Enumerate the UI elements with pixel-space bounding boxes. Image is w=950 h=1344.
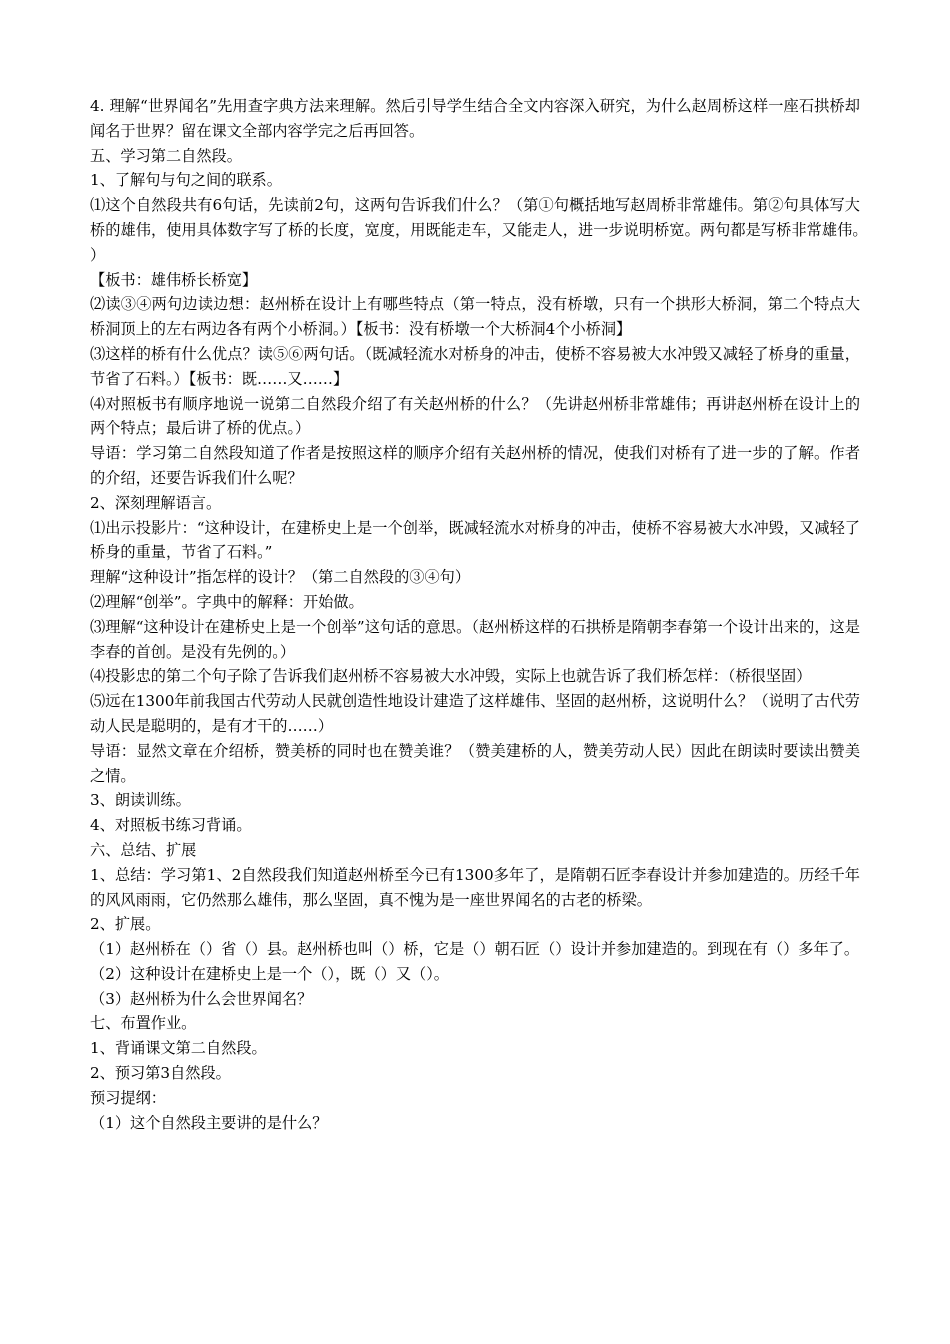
paragraph-item-3: ⑶这样的桥有什么优点？读⑤⑥两句话。（既减轻流水对桥身的冲击，使桥不容易被大水冲毁又减轻了桥身的重量，节省了石料。）【板书：既……又……】 bbox=[90, 344, 860, 388]
paragraph-ancient-people: ⑸远在1300年前我国古代劳动人民就创造性地设计建造了这样雄伟、坚固的赵州桥，这说明什么？（说明了古代劳动人民是聪明的，是有才干的……） bbox=[90, 692, 860, 735]
section-heading-five: 五、学习第二自然段。 bbox=[90, 146, 242, 165]
subheading-extension: 2、扩展。 bbox=[90, 915, 161, 934]
paragraph-design-meaning: 理解“这种设计”指怎样的设计？（第二自然段的③④句） bbox=[90, 568, 471, 587]
section-heading-seven: 七、布置作业。 bbox=[90, 1014, 197, 1033]
homework-item-1: 1、背诵课文第二自然段。 bbox=[90, 1039, 267, 1058]
paragraph-item-4: ⑷对照板书有顺序地说一说第二自然段介绍了有关赵州桥的什么？（先讲赵州桥非常雄伟；再讲赵州桥在设计上的两个特点；最后讲了桥的优点。） bbox=[90, 394, 860, 438]
blackboard-note-1: 【板书：雄伟桥长桥宽】 bbox=[90, 270, 258, 289]
guide-text-2: 导语：显然文章在介绍桥，赞美桥的同时也在赞美谁？（赞美建桥的人，赞美劳动人民）因此在朗读时要读出赞美之情。 bbox=[90, 741, 860, 785]
document-body bbox=[90, 94, 860, 1135]
paragraph-projection-2: ⑷投影忠的第二个句子除了告诉我们赵州桥不容易被大水冲毁，实际上也就告诉了我们桥怎样：（桥很坚固） bbox=[90, 667, 812, 686]
preview-outline-item-1: （1）这个自然段主要讲的是什么？ bbox=[90, 1113, 328, 1132]
subheading-language-understanding: 2、深刻理解语言。 bbox=[90, 493, 222, 512]
paragraph-innovation-meaning: ⑶理解“这种设计在建桥史上是一个创举”这句话的意思。（赵州桥这样的石拱桥是隋朝李春第一个设计出来的，这是李春的首创。是没有先例的。） bbox=[90, 617, 860, 661]
paragraph-projection-1: ⑴出示投影片：“这种设计，在建桥史上是一个创举，既减轻流水对桥身的冲击，使桥不容易被大水冲毁，又减轻了桥身的重量，节省了石料。” bbox=[90, 518, 860, 562]
paragraph-item-1: ⑴这个自然段共有6句话，先读前2句，这两句告诉我们什么？（第①句概括地写赵周桥非常雄伟。第②句具体写大桥的雄伟，使用具体数字写了桥的长度，宽度，用既能走车，又能走人，进一步说明桥宽。两句都是写桥非常雄伟。） bbox=[90, 196, 860, 264]
subheading-sentence-relations: 1、了解句与句之间的联系。 bbox=[90, 171, 282, 190]
homework-item-2: 2、预习第3自然段。 bbox=[90, 1064, 231, 1083]
paragraph-item-2: ⑵读③④两句边读边想：赵州桥在设计上有哪些特点（第一特点，没有桥墩，只有一个拱形大桥洞，第二个特点大桥洞顶上的左右两边各有两个小桥洞。）【板书：没有桥墩一个大桥洞4个小桥洞】 bbox=[90, 295, 860, 339]
paragraph-understand-world-famous: 4. 理解“世界闻名”先用查字典方法来理解。然后引导学生结合全文内容深入研究，为什么赵周桥这样一座石拱桥却闻名于世界？留在课文全部内容学完之后再回答。 bbox=[90, 97, 860, 140]
exercise-item-3: （3）赵州桥为什么会世界闻名？ bbox=[90, 989, 313, 1008]
paragraph-summary: 1、总结：学习第1、2自然段我们知道赵州桥至今已有1300多年了，是隋朝石匠李春设计并参加建造的。历经千年的风风雨雨，它仍然那么雄伟，那么坚固，真不愧为是一座世界闻名的古老的桥梁。 bbox=[90, 865, 860, 909]
subheading-reading-practice: 3、朗读训练。 bbox=[90, 791, 191, 810]
preview-outline-heading: 预习提纲： bbox=[90, 1088, 166, 1107]
paragraph-innovation-definition: ⑵理解“创举”。字典中的解释：开始做。 bbox=[90, 592, 364, 611]
exercise-item-2: （2）这种设计在建桥史上是一个（），既（）又（）。 bbox=[90, 964, 449, 983]
guide-text-1: 导语：学习第二自然段知道了作者是按照这样的顺序介绍有关赵州桥的情况，使我们对桥有了进一步的了解。作者的介绍，还要告诉我们什么呢？ bbox=[90, 444, 860, 487]
section-heading-six: 六、总结、扩展 bbox=[90, 840, 197, 859]
subheading-recitation: 4、对照板书练习背诵。 bbox=[90, 816, 252, 835]
exercise-item-1: （1）赵州桥在（）省（）县。赵州桥也叫（）桥，它是（）朝石匠（）设计并参加建造的。到现在有（）多年了。 bbox=[90, 940, 860, 959]
